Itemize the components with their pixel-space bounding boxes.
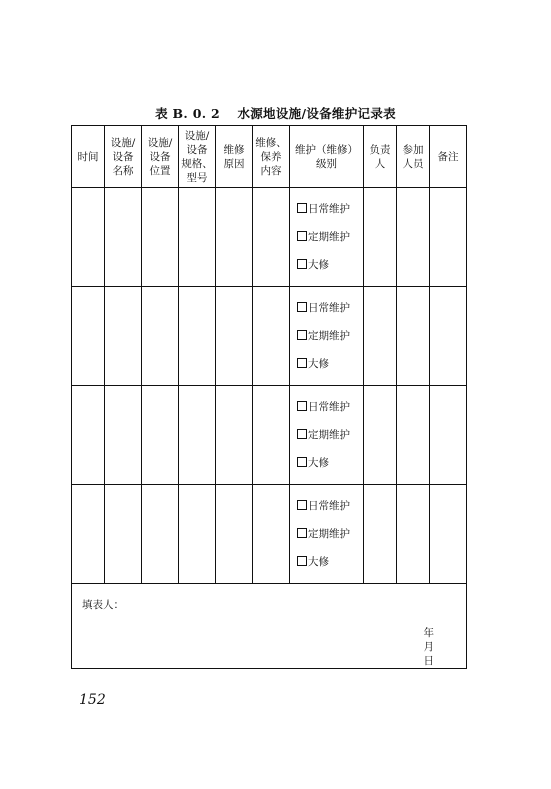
option-periodic[interactable] [297, 230, 363, 244]
cell-equipment-spec[interactable] [179, 485, 216, 584]
cell-participants[interactable] [397, 485, 430, 584]
cell-responsible-person[interactable] [364, 188, 397, 287]
option-label: 定期维护 [308, 330, 350, 342]
cell-equipment-spec[interactable] [179, 188, 216, 287]
header-participants: 参加 人员 [397, 126, 430, 188]
header-equipment-spec: 设施/ 设备 规格、 型号 [179, 126, 216, 188]
table-row [72, 485, 467, 584]
option-periodic[interactable] [297, 527, 363, 541]
option-daily[interactable] [297, 499, 363, 513]
cell-responsible-person[interactable] [364, 386, 397, 485]
cell-maintenance-content[interactable] [253, 287, 290, 386]
cell-participants[interactable] [397, 287, 430, 386]
cell-time[interactable] [72, 485, 105, 584]
header-maintenance-level: 维护（维修） 级别 [290, 126, 364, 188]
cell-maintenance-level [290, 287, 364, 386]
header-repair-reason: 维修 原因 [216, 126, 253, 188]
checkbox-icon[interactable] [297, 401, 307, 411]
option-label: 定期维护 [308, 429, 350, 441]
checkbox-icon[interactable] [297, 500, 307, 510]
cell-equipment-location[interactable] [142, 188, 179, 287]
checkbox-icon[interactable] [297, 429, 307, 439]
cell-participants[interactable] [397, 386, 430, 485]
page-number: 152 [79, 692, 106, 708]
header-equipment-location: 设施/ 设备 位置 [142, 126, 179, 188]
checkbox-icon[interactable] [297, 231, 307, 241]
cell-equipment-location[interactable] [142, 287, 179, 386]
footer-row [72, 584, 467, 669]
option-label: 大修 [308, 358, 329, 370]
cell-remarks[interactable] [430, 386, 467, 485]
checkbox-icon[interactable] [297, 457, 307, 467]
header-responsible-person: 负责 人 [364, 126, 397, 188]
option-daily[interactable] [297, 400, 363, 414]
cell-participants[interactable] [397, 188, 430, 287]
checkbox-icon[interactable] [297, 330, 307, 340]
year-label: 年 [423, 627, 434, 639]
table-row [72, 188, 467, 287]
cell-equipment-name[interactable] [105, 287, 142, 386]
cell-equipment-name[interactable] [105, 485, 142, 584]
checkbox-icon[interactable] [297, 203, 307, 213]
checkbox-icon[interactable] [297, 302, 307, 312]
cell-repair-reason[interactable] [216, 485, 253, 584]
table-title: 表 B. 0. 2 水源地设施/设备维护记录表 [155, 106, 396, 121]
cell-maintenance-content[interactable] [253, 386, 290, 485]
option-daily[interactable] [297, 202, 363, 216]
cell-maintenance-level [290, 188, 364, 287]
cell-repair-reason[interactable] [216, 386, 253, 485]
date-field[interactable] [412, 612, 457, 668]
header-equipment-name: 设施/ 设备 名称 [105, 126, 142, 188]
month-label: 月 [423, 641, 434, 653]
cell-time[interactable] [72, 386, 105, 485]
cell-equipment-location[interactable] [142, 485, 179, 584]
cell-repair-reason[interactable] [216, 188, 253, 287]
option-label: 大修 [308, 556, 329, 568]
option-daily[interactable] [297, 301, 363, 315]
cell-equipment-spec[interactable] [179, 386, 216, 485]
header-maintenance-content: 维修、 保养 内容 [253, 126, 290, 188]
cell-maintenance-content[interactable] [253, 485, 290, 584]
table-row [72, 287, 467, 386]
cell-equipment-name[interactable] [105, 188, 142, 287]
checkbox-icon[interactable] [297, 556, 307, 566]
option-label: 日常维护 [308, 203, 350, 215]
header-row [72, 126, 467, 188]
header-time: 时间 [72, 126, 105, 188]
filler-label: 填表人： [82, 599, 124, 611]
option-label: 大修 [308, 259, 329, 271]
checkbox-icon[interactable] [297, 259, 307, 269]
cell-equipment-location[interactable] [142, 386, 179, 485]
cell-maintenance-level [290, 485, 364, 584]
cell-remarks[interactable] [430, 287, 467, 386]
option-overhaul[interactable] [297, 555, 363, 569]
option-periodic[interactable] [297, 329, 363, 343]
cell-responsible-person[interactable] [364, 485, 397, 584]
footer-cell [72, 584, 467, 669]
cell-responsible-person[interactable] [364, 287, 397, 386]
cell-maintenance-level [290, 386, 364, 485]
cell-equipment-name[interactable] [105, 386, 142, 485]
table-row [72, 386, 467, 485]
header-remarks: 备注 [430, 126, 467, 188]
option-overhaul[interactable] [297, 456, 363, 470]
cell-remarks[interactable] [430, 188, 467, 287]
checkbox-icon[interactable] [297, 358, 307, 368]
option-label: 大修 [308, 457, 329, 469]
cell-time[interactable] [72, 188, 105, 287]
cell-maintenance-content[interactable] [253, 188, 290, 287]
option-label: 定期维护 [308, 231, 350, 243]
option-label: 日常维护 [308, 401, 350, 413]
cell-time[interactable] [72, 287, 105, 386]
cell-repair-reason[interactable] [216, 287, 253, 386]
option-label: 定期维护 [308, 528, 350, 540]
option-overhaul[interactable] [297, 258, 363, 272]
cell-equipment-spec[interactable] [179, 287, 216, 386]
option-label: 日常维护 [308, 500, 350, 512]
option-label: 日常维护 [308, 302, 350, 314]
maintenance-record-table [71, 125, 467, 669]
option-periodic[interactable] [297, 428, 363, 442]
day-label: 日 [423, 655, 434, 667]
cell-remarks[interactable] [430, 485, 467, 584]
option-overhaul[interactable] [297, 357, 363, 371]
checkbox-icon[interactable] [297, 528, 307, 538]
